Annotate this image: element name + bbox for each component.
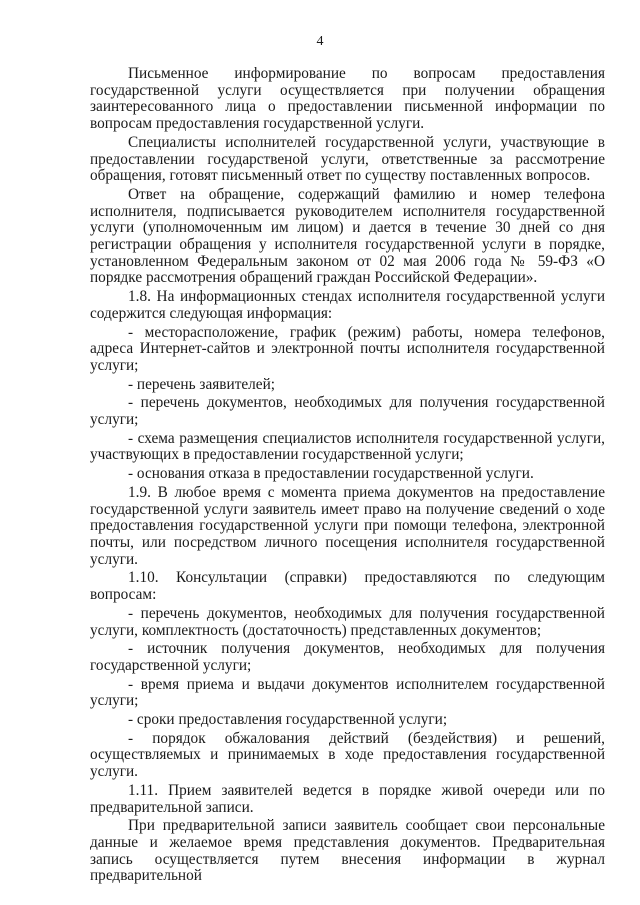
list-item: - месторасположение, график (режим) работы, номера телефонов, адреса Интернет-сайтов и электронной почты исполнителя государственной услуги; <box>90 323 605 374</box>
list-item: - порядок обжалования действий (бездействия) и решений, осуществляемых и принимаемых в ходе предоставления государственной услуги. <box>90 729 605 781</box>
paragraph: Ответ на обращение, содержащий фамилию и номер телефона исполнителя, подписывается руководителем исполнителя государственной услуги (уполномоченным им лицом) и дается в течение 30 дней со дня регистрации обращения у исполнителя государственной услуги в порядке, установленном Федеральным законом от 02 мая 2006 года № 59-ФЗ «О порядке рассмотрения обращений граждан Российской Федерации». <box>90 185 605 287</box>
paragraph: Специалисты исполнителей государственной услуги, участвующие в предоставлении государственой услуги, ответственные за рассмотрение обращения, готовят письменный ответ по существу поставленных вопросов. <box>90 133 605 185</box>
section-heading-1-8: 1.8. На информационных стендах исполнителя государственной услуги содержится следующая информация: <box>90 288 605 322</box>
list-item: - перечень документов, необходимых для получения государственной услуги; <box>90 394 605 429</box>
list-item: - перечень документов, необходимых для получения государственной услуги, комплектность (достаточность) представленных документов; <box>90 604 605 639</box>
paragraph: При предварительной записи заявитель сообщает свои персональные данные и желаемое время представления документов. Предварительная запись осуществляется путем внесения информации в журнал предварительной <box>90 817 605 885</box>
list-item: - перечень заявителей; <box>128 375 276 393</box>
section-heading-1-11: 1.11. Прием заявителей ведется в порядке живой очереди или по предварительной записи. <box>90 781 605 816</box>
list-item: - сроки предоставления государственной услуги; <box>128 711 448 729</box>
list-item: - источник получения документов, необходимых для получения государственной услуги; <box>90 640 605 674</box>
paragraph: Письменное информирование по вопросам предоставления государственной услуги осуществляется при получении обращения заинтересованного лица о предоставлении письменной информации по вопросам предоставления государственной услуги. <box>90 65 605 133</box>
section-heading-1-9: 1.9. В любое время с момента приема документов на предоставление государственной услуги заявитель имеет право на получение сведений о ходе предоставления государственной услуги при помощи телефона, электронной почты, или посредством личного посещения исполнителя государственной услуги. <box>90 483 605 568</box>
document-body <box>90 66 605 887</box>
page-number: 4 <box>316 34 324 49</box>
list-item: - время приема и выдачи документов исполнителем государственной услуги; <box>90 675 605 710</box>
list-item: - схема размещения специалистов исполнителя государственной услуги, участвующих в предоставлении государственной услуги; <box>90 429 605 464</box>
section-heading-1-10: 1.10. Консультации (справки) предоставляются по следующим вопросам: <box>90 569 605 604</box>
list-item: - основания отказа в предоставлении государственной услуги. <box>128 465 534 483</box>
